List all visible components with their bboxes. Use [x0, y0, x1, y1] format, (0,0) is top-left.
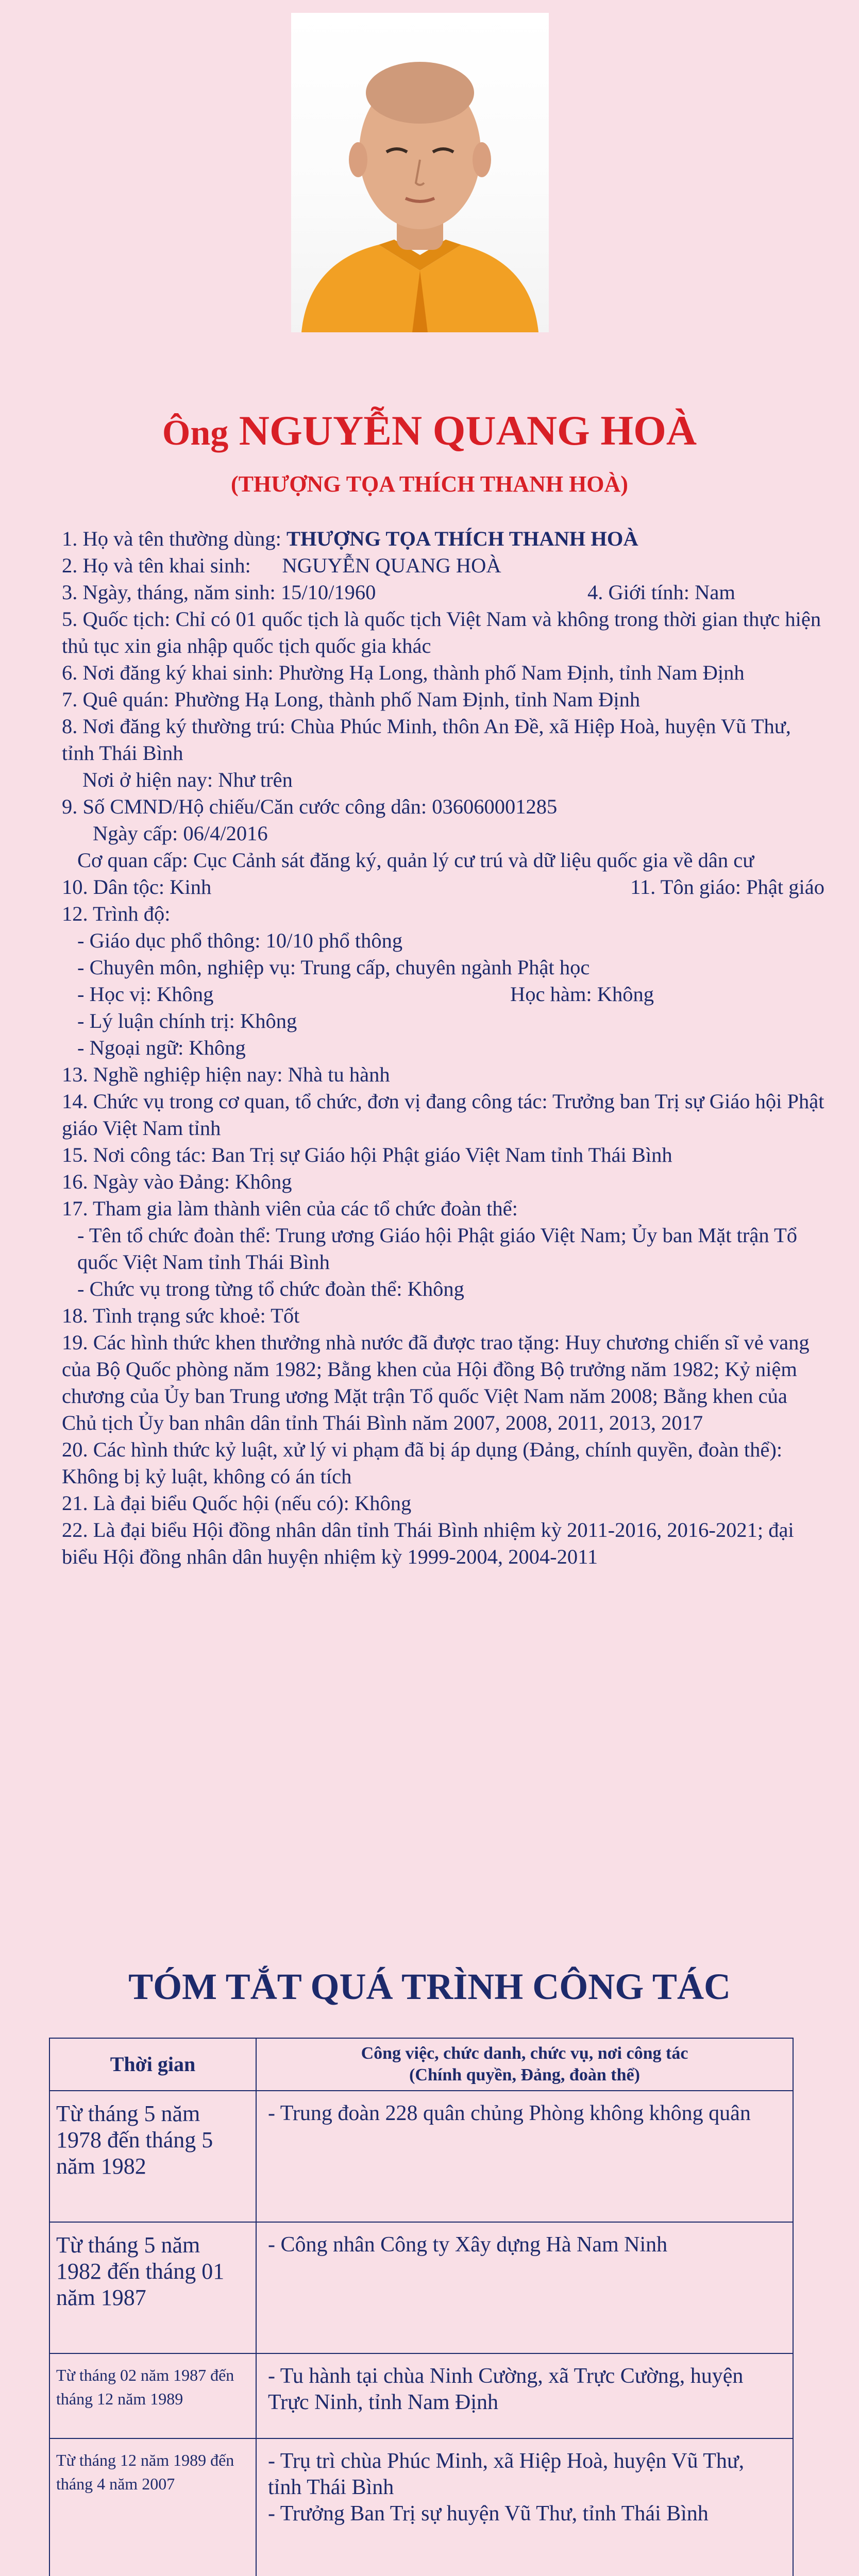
info-line: 15. Nơi công tác: Ban Trị sự Giáo hội Phật giáo Việt Nam tỉnh Thái Bình [62, 1143, 672, 1166]
info-line: Nơi ở hiện nay: Như trên [82, 768, 293, 791]
info-line: 10. Dân tộc: Kinh 11. Tôn giáo: Phật giáo [62, 875, 824, 899]
info-line: 2. Họ và tên khai sinh: NGUYỄN QUANG HOÀ [62, 554, 501, 577]
col-desc-header: Công việc, chức danh, chức vụ, nơi công tác (Chính quyền, Đảng, đoàn thể) [256, 2038, 793, 2091]
info-line: 22. Là đại biểu Hội đồng nhân dân tỉnh Thái Bình nhiệm kỳ 2011-2016, 2016-2021; đại biểu Hội đồng nhân dân huyện nhiệm kỳ 1999-2004, 2004-2011 [62, 1518, 794, 1568]
portrait-photo [291, 13, 549, 332]
work-history-title: TÓM TẮT QUÁ TRÌNH CÔNG TÁC [128, 1966, 731, 2007]
info-line: 5. Quốc tịch: Chỉ có 01 quốc tịch là quốc tịch Việt Nam và không trong thời gian thực hiện thủ tục xin gia nhập quốc tịch quốc gia khác [62, 607, 821, 657]
info-line: 13. Nghề nghiệp hiện nay: Nhà tu hành [62, 1063, 390, 1086]
info-line: - Ngoại ngữ: Không [77, 1036, 246, 1059]
info-line: 16. Ngày vào Đảng: Không [62, 1170, 292, 1193]
info-line: 12. Trình độ: [62, 902, 171, 925]
info-line: Cơ quan cấp: Cục Cảnh sát đăng ký, quản lý cư trú và dữ liệu quốc gia về dân cư [77, 849, 754, 872]
info-line: - Học vị: Không Học hàm: Không [77, 982, 654, 1006]
table-row [49, 2353, 793, 2438]
info-line: 1. Họ và tên thường dùng: THƯỢNG TỌA THÍCH THANH HOÀ [62, 527, 638, 550]
dharma-name: (THƯỢNG TỌA THÍCH THANH HOÀ) [231, 471, 628, 497]
row-time: Từ tháng 12 năm 1989 đến tháng 4 năm 2007 [49, 2438, 256, 2576]
info-line: - Tên tổ chức đoàn thể: Trung ương Giáo hội Phật giáo Việt Nam; Ủy ban Mặt trận Tổ quốc Việt Nam tỉnh Thái Bình [77, 1224, 797, 1274]
candidate-name: Ông NGUYỄN QUANG HOÀ [162, 407, 697, 454]
info-line: 14. Chức vụ trong cơ quan, tổ chức, đơn vị đang công tác: Trưởng ban Trị sự Giáo hội Phật giáo Việt Nam tỉnh [62, 1090, 824, 1140]
info-line: Ngày cấp: 06/4/2016 [93, 822, 268, 845]
row-time: Từ tháng 5 năm 1978 đến tháng 5 năm 1982 [49, 2091, 256, 2222]
table-row [49, 2438, 793, 2576]
info-line: - Giáo dục phổ thông: 10/10 phổ thông [77, 929, 403, 952]
info-line: 8. Nơi đăng ký thường trú: Chùa Phúc Minh, thôn An Đề, xã Hiệp Hoà, huyện Vũ Thư, tỉnh Thái Bình [62, 715, 791, 765]
info-line: - Chuyên môn, nghiệp vụ: Trung cấp, chuyên ngành Phật học [77, 956, 590, 979]
info-line: 7. Quê quán: Phường Hạ Long, thành phố Nam Định, tỉnh Nam Định [62, 688, 641, 711]
info-line: 18. Tình trạng sức khoẻ: Tốt [62, 1304, 300, 1327]
info-line: 9. Số CMND/Hộ chiếu/Căn cước công dân: 036060001285 [62, 795, 558, 818]
info-line: 21. Là đại biểu Quốc hội (nếu có): Không [62, 1492, 412, 1515]
row-desc: - Công nhân Công ty Xây dựng Hà Nam Ninh [256, 2222, 793, 2353]
row-desc: - Tu hành tại chùa Ninh Cường, xã Trực Cường, huyện Trực Ninh, tỉnh Nam Định [256, 2353, 793, 2438]
table-row [49, 2222, 793, 2353]
table-header-row [49, 2038, 793, 2091]
portrait-illustration [291, 13, 549, 332]
info-line: 19. Các hình thức khen thưởng nhà nước đã được trao tặng: Huy chương chiến sĩ vẻ vang của Bộ Quốc phòng năm 1982; Bằng khen của Hội đồng Bộ trưởng năm 1982; Kỷ niệm chương của Ủy ban Trung ương Mặt trận Tổ quốc Việt Nam năm 2008; Bằng khen của Chủ tịch Ủy ban nhân dân tỉnh Thái Bình năm 2007, 2008, 2011, 2013, 2017 [62, 1331, 810, 1434]
row-time: Từ tháng 02 năm 1987 đến tháng 12 năm 1989 [49, 2353, 256, 2438]
row-desc: - Trụ trì chùa Phúc Minh, xã Hiệp Hoà, huyện Vũ Thư, tỉnh Thái Bình - Trưởng Ban Trị sự huyện Vũ Thư, tỉnh Thái Bình [256, 2438, 793, 2576]
biography-list [62, 526, 824, 1570]
info-line: - Chức vụ trong từng tổ chức đoàn thể: Không [77, 1277, 464, 1300]
work-history-table [49, 2038, 794, 2576]
table-row [49, 2091, 793, 2222]
info-line: 3. Ngày, tháng, năm sinh: 15/10/1960 4. Giới tính: Nam [62, 581, 735, 604]
row-desc: - Trung đoàn 228 quân chủng Phòng không không quân [256, 2091, 793, 2222]
info-line: 6. Nơi đăng ký khai sinh: Phường Hạ Long, thành phố Nam Định, tỉnh Nam Định [62, 661, 745, 684]
row-time: Từ tháng 5 năm 1982 đến tháng 01 năm 1987 [49, 2222, 256, 2353]
info-line: 20. Các hình thức kỷ luật, xử lý vi phạm đã bị áp dụng (Đảng, chính quyền, đoàn thể): Không bị kỷ luật, không có án tích [62, 1438, 783, 1488]
info-line: 17. Tham gia làm thành viên của các tổ chức đoàn thể: [62, 1197, 518, 1220]
info-line: - Lý luận chính trị: Không [77, 1009, 297, 1032]
col-time-header: Thời gian [49, 2038, 256, 2091]
